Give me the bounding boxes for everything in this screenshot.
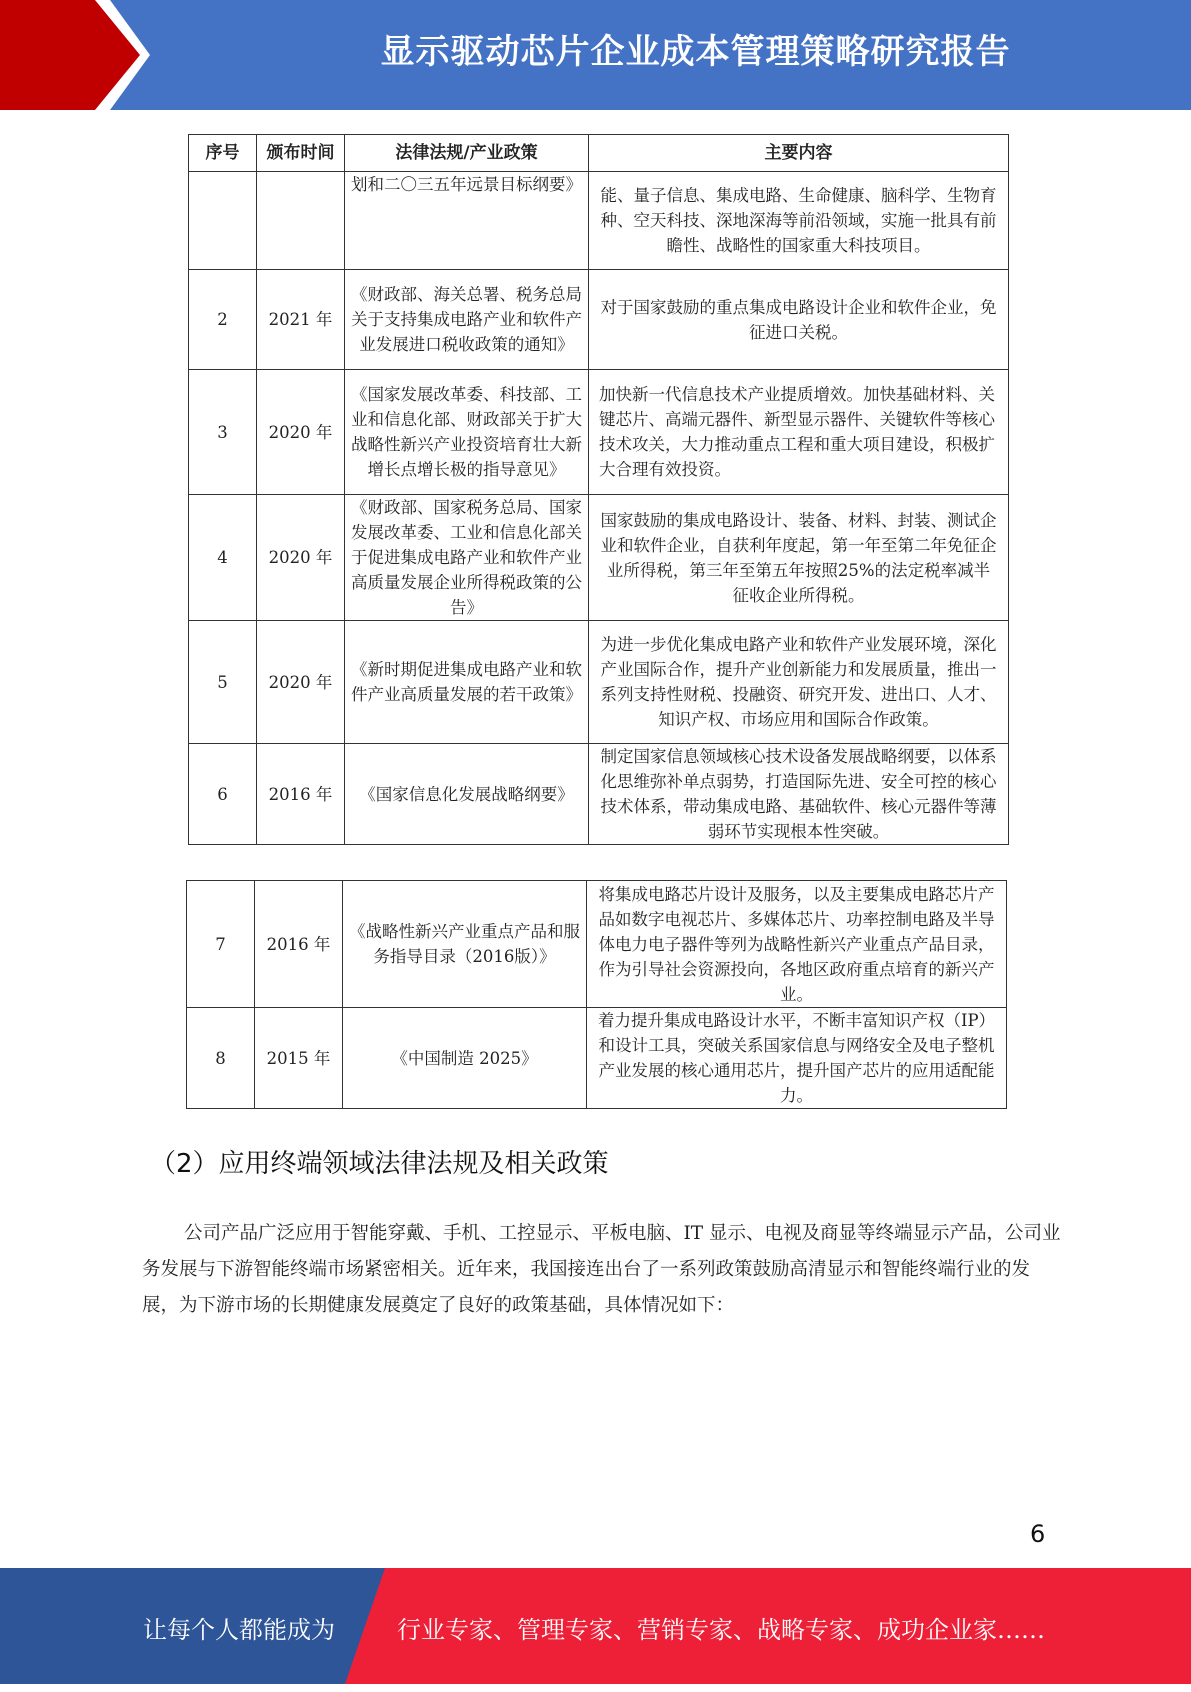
page-footer: [0, 1568, 1191, 1684]
cell-no: 8: [187, 1008, 255, 1109]
cell-date: 2020 年: [257, 370, 345, 495]
cell-date: [257, 172, 345, 270]
cell-no: 5: [189, 621, 257, 744]
table-row: [189, 370, 1009, 495]
cell-content: 国家鼓励的集成电路设计、装备、材料、封装、测试企业和软件企业，自获利年度起，第一年至第二年免征企业所得税，第三年至第五年按照25%的法定税率减半征收企业所得税。: [589, 495, 1009, 621]
column-header-date: 颁布时间: [257, 135, 345, 172]
cell-content: 将集成电路芯片设计及服务，以及主要集成电路芯片产品如数字电视芯片、多媒体芯片、功率控制电路及半导体电力电子器件等列为战略性新兴产业重点产品目录，作为引导社会资源投向，各地区政府重点培育的新兴产业。: [587, 881, 1007, 1008]
cell-no: 3: [189, 370, 257, 495]
header-arrow-decoration: [0, 0, 200, 110]
cell-content: 对于国家鼓励的重点集成电路设计企业和软件企业，免征进口关税。: [589, 270, 1009, 370]
cell-policy: 划和二〇三五年远景目标纲要》: [345, 172, 589, 270]
policy-table-part-1: [188, 134, 1009, 845]
cell-date: 2020 年: [257, 495, 345, 621]
cell-content: 加快新一代信息技术产业提质增效。加快基础材料、关键芯片、高端元器件、新型显示器件、关键软件等核心技术攻关，大力推动重点工程和重大项目建设，积极扩大合理有效投资。: [589, 370, 1009, 495]
column-header-no: 序号: [189, 135, 257, 172]
column-header-policy: 法律法规/产业政策: [345, 135, 589, 172]
cell-date: 2020 年: [257, 621, 345, 744]
page-number: 6: [1030, 1520, 1046, 1548]
table-row: [189, 172, 1009, 270]
table-row: [187, 881, 1007, 1008]
table-row: [189, 744, 1009, 845]
cell-content: 为进一步优化集成电路产业和软件产业发展环境，深化产业国际合作，提升产业创新能力和发展质量，推出一系列支持性财税、投融资、研究开发、进出口、人才、知识产权、市场应用和国际合作政策。: [589, 621, 1009, 744]
cell-no: 4: [189, 495, 257, 621]
column-header-content: 主要内容: [589, 135, 1009, 172]
cell-date: 2021 年: [257, 270, 345, 370]
cell-policy: 《战略性新兴产业重点产品和服务指导目录（2016版）》: [343, 881, 587, 1008]
table-row: [187, 1008, 1007, 1109]
cell-policy: 《财政部、海关总署、税务总局关于支持集成电路产业和软件产业发展进口税收政策的通知》: [345, 270, 589, 370]
cell-date: 2015 年: [255, 1008, 343, 1109]
cell-policy: 《新时期促进集成电路产业和软件产业高质量发展的若干政策》: [345, 621, 589, 744]
cell-no: 6: [189, 744, 257, 845]
footer-slogan-left: 让每个人都能成为: [143, 1616, 335, 1644]
table-row: [189, 621, 1009, 744]
cell-policy: 《财政部、国家税务总局、国家发展改革委、工业和信息化部关于促进集成电路产业和软件产业高质量发展企业所得税政策的公告》: [345, 495, 589, 621]
cell-no: 7: [187, 881, 255, 1008]
page-header: [0, 0, 1191, 110]
cell-no: [189, 172, 257, 270]
body-paragraph: 公司产品广泛应用于智能穿戴、手机、工控显示、平板电脑、IT 显示、电视及商显等终端显示产品，公司业务发展与下游智能终端市场紧密相关。近年来，我国接连出台了一系列政策鼓励高清显示和智能终端行业的发展，为下游市场的长期健康发展奠定了良好的政策基础，具体情况如下：: [142, 1223, 1061, 1316]
cell-policy: 《中国制造 2025》: [343, 1008, 587, 1109]
table-header-row: [189, 135, 1009, 172]
cell-content: 制定国家信息领域核心技术设备发展战略纲要，以体系化思维弥补单点弱势，打造国际先进、安全可控的核心技术体系，带动集成电路、基础软件、核心元器件等薄弱环节实现根本性突破。: [589, 744, 1009, 845]
table-row: [189, 495, 1009, 621]
cell-content: 能、量子信息、集成电路、生命健康、脑科学、生物育种、空天科技、深地深海等前沿领域，实施一批具有前瞻性、战略性的国家重大科技项目。: [589, 172, 1009, 270]
header-title: 显示驱动芯片企业成本管理策略研究报告: [380, 32, 1011, 72]
cell-date: 2016 年: [255, 881, 343, 1008]
cell-date: 2016 年: [257, 744, 345, 845]
cell-no: 2: [189, 270, 257, 370]
cell-content: 着力提升集成电路设计水平，不断丰富知识产权（IP）和设计工具，突破关系国家信息与网络安全及电子整机产业发展的核心通用芯片，提升国产芯片的应用适配能力。: [587, 1008, 1007, 1109]
section-heading: （2）应用终端领域法律法规及相关政策: [150, 1149, 609, 1179]
footer-slogan-right: 行业专家、管理专家、营销专家、战略专家、成功企业家……: [397, 1616, 1045, 1644]
policy-table-part-2: [186, 880, 1007, 1109]
cell-policy: 《国家信息化发展战略纲要》: [345, 744, 589, 845]
cell-policy: 《国家发展改革委、科技部、工业和信息化部、财政部关于扩大战略性新兴产业投资培育壮大新增长点增长极的指导意见》: [345, 370, 589, 495]
table-row: [189, 270, 1009, 370]
